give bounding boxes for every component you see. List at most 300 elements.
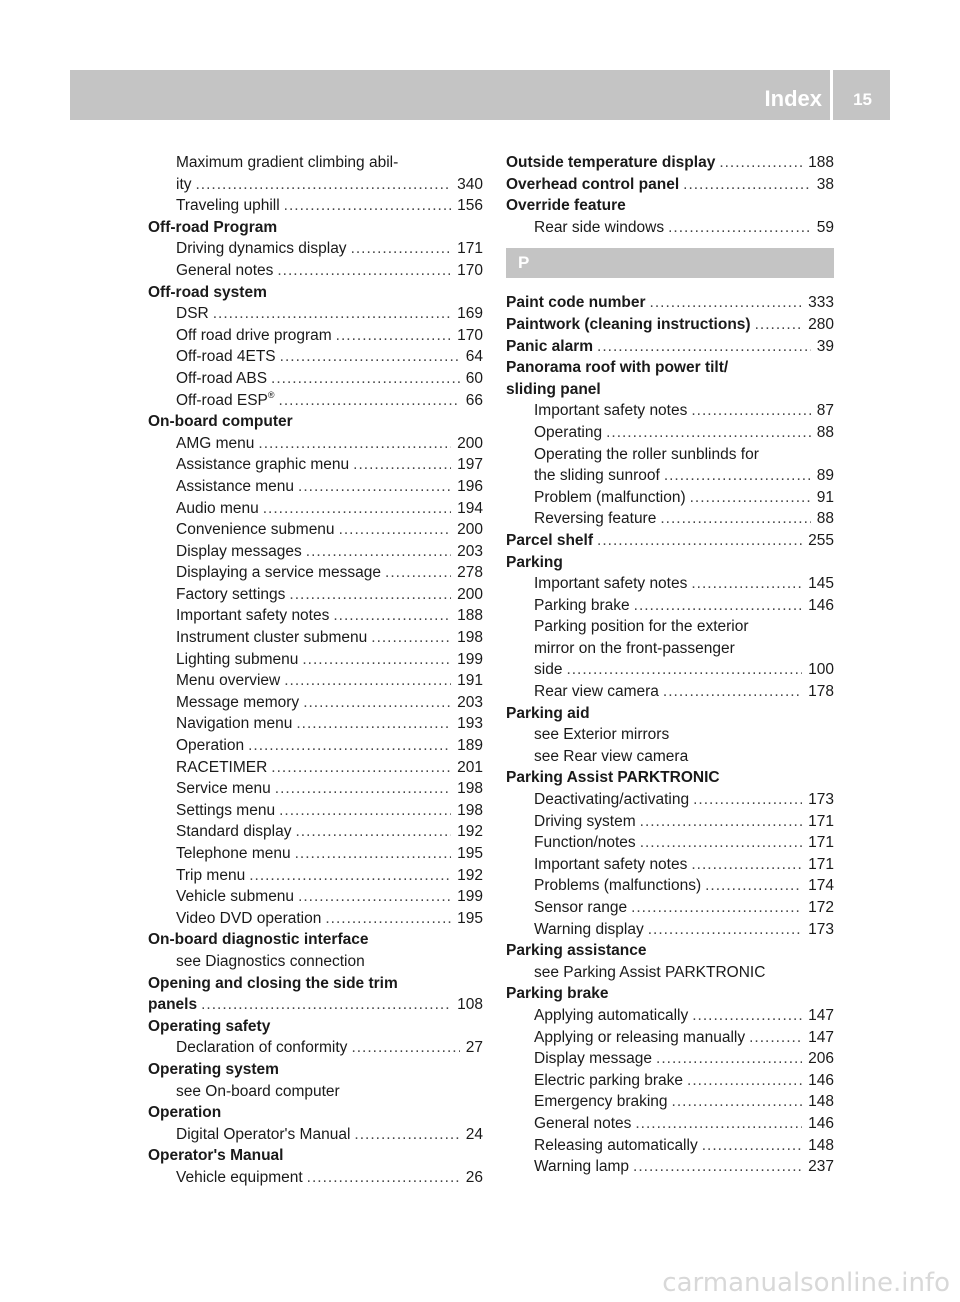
entry-text: General notes bbox=[176, 261, 274, 279]
page-ref[interactable]: 147 bbox=[808, 1006, 834, 1024]
page-ref[interactable]: 173 bbox=[808, 920, 834, 938]
dot-leader bbox=[295, 821, 451, 843]
index-entry[interactable] bbox=[148, 908, 483, 930]
dot-leader bbox=[385, 562, 451, 584]
index-entry[interactable] bbox=[506, 875, 834, 897]
page-ref[interactable]: 145 bbox=[808, 575, 834, 593]
page-ref[interactable]: 171 bbox=[808, 834, 834, 852]
entry-text: Parking Assist PARKTRONIC bbox=[506, 769, 720, 787]
index-heading bbox=[148, 1145, 483, 1167]
index-entry[interactable] bbox=[148, 519, 483, 541]
index-entry[interactable] bbox=[148, 174, 483, 196]
dot-leader bbox=[691, 854, 802, 876]
dot-leader bbox=[289, 584, 451, 606]
dot-leader bbox=[302, 649, 451, 671]
index-group-p bbox=[506, 292, 834, 1177]
entry-text: Telephone menu bbox=[176, 845, 291, 862]
index-heading bbox=[506, 379, 834, 401]
index-entry[interactable] bbox=[148, 713, 483, 735]
index-heading[interactable] bbox=[506, 292, 834, 314]
page-ref[interactable]: 280 bbox=[808, 315, 834, 333]
page-ref[interactable]: 148 bbox=[808, 1093, 834, 1111]
dot-leader bbox=[631, 897, 802, 919]
index-entry[interactable] bbox=[148, 778, 483, 800]
index-entry[interactable] bbox=[506, 919, 834, 941]
page-ref[interactable]: 188 bbox=[808, 154, 834, 171]
index-entry[interactable] bbox=[148, 605, 483, 627]
entry-text: Convenience submenu bbox=[176, 521, 335, 539]
dot-leader bbox=[275, 778, 451, 800]
index-entry[interactable] bbox=[148, 821, 483, 843]
page-ref[interactable]: 171 bbox=[457, 240, 483, 258]
index-heading[interactable] bbox=[506, 336, 834, 358]
page-ref[interactable]: 146 bbox=[808, 1071, 834, 1089]
index-entry[interactable] bbox=[148, 346, 483, 368]
entry-text: Trip menu bbox=[176, 866, 246, 884]
index-entry[interactable] bbox=[148, 692, 483, 714]
dot-leader bbox=[213, 303, 451, 325]
page-ref[interactable]: 169 bbox=[457, 305, 483, 323]
entry-text: Opening and closing the side trim bbox=[148, 974, 398, 992]
index-entry[interactable] bbox=[148, 476, 483, 498]
dot-leader bbox=[196, 174, 452, 196]
entry-text: Panorama roof with power tilt/ bbox=[506, 359, 729, 377]
index-entry[interactable] bbox=[148, 1037, 483, 1059]
dot-leader bbox=[336, 325, 451, 347]
index-entry[interactable] bbox=[506, 422, 834, 444]
entry-text: Override feature bbox=[506, 197, 626, 215]
page-ref[interactable]: 108 bbox=[457, 996, 483, 1014]
index-entry[interactable] bbox=[148, 670, 483, 692]
page-ref[interactable]: 100 bbox=[808, 661, 834, 679]
index-entry[interactable] bbox=[506, 811, 834, 833]
index-entry[interactable] bbox=[506, 1070, 834, 1092]
index-entry[interactable] bbox=[148, 454, 483, 476]
page-header bbox=[70, 70, 890, 120]
dot-leader bbox=[566, 659, 802, 681]
page-ref[interactable]: 147 bbox=[808, 1028, 834, 1046]
dot-leader bbox=[687, 1070, 802, 1092]
index-entry[interactable] bbox=[506, 1048, 834, 1070]
entry-text: Important safety notes bbox=[534, 575, 688, 593]
index-entry[interactable] bbox=[506, 1027, 834, 1049]
entry-text: Off-road system bbox=[148, 283, 267, 301]
page-ref[interactable]: 26 bbox=[465, 1168, 483, 1186]
page-ref[interactable]: 59 bbox=[816, 218, 834, 236]
entry-text: Panic alarm bbox=[506, 337, 594, 355]
index-entry[interactable] bbox=[148, 562, 483, 584]
entry-text: Outside temperature display bbox=[506, 154, 716, 171]
page-ref[interactable]: 237 bbox=[808, 1158, 834, 1176]
entry-text: Rear view camera bbox=[534, 683, 659, 701]
page-ref[interactable]: 174 bbox=[808, 877, 834, 895]
index-entry[interactable] bbox=[148, 238, 483, 260]
index-entry bbox=[506, 724, 834, 746]
page-ref[interactable]: 340 bbox=[457, 175, 483, 193]
page-ref[interactable]: 195 bbox=[457, 909, 483, 927]
dot-leader bbox=[279, 390, 460, 412]
entry-text: Parking bbox=[506, 553, 563, 571]
page-ref[interactable]: 200 bbox=[457, 434, 483, 452]
entry-text: Standard display bbox=[176, 823, 292, 841]
page-ref[interactable]: 189 bbox=[457, 737, 483, 755]
page-ref[interactable]: 148 bbox=[808, 1136, 834, 1154]
dot-leader bbox=[271, 368, 460, 390]
dot-leader bbox=[295, 843, 452, 865]
index-entry[interactable] bbox=[506, 1156, 834, 1178]
entry-text: Operating system bbox=[148, 1060, 279, 1078]
entry-text: Operating bbox=[534, 423, 603, 441]
index-entry[interactable] bbox=[506, 789, 834, 811]
index-entry[interactable] bbox=[506, 487, 834, 509]
page-ref[interactable]: 89 bbox=[816, 467, 834, 485]
index-heading bbox=[148, 411, 483, 433]
entry-text: Parking position for the exterior bbox=[534, 618, 749, 636]
dot-leader bbox=[284, 670, 451, 692]
index-column-left bbox=[148, 152, 483, 1189]
dot-leader bbox=[277, 260, 451, 282]
dot-leader bbox=[296, 713, 451, 735]
entry-text: see Rear view camera bbox=[534, 747, 689, 765]
page-ref[interactable]: 188 bbox=[457, 607, 483, 625]
index-entry[interactable] bbox=[148, 325, 483, 347]
entry-text: General notes bbox=[534, 1114, 632, 1132]
entry-text: Rear side windows bbox=[534, 218, 665, 236]
page-ref[interactable]: 195 bbox=[457, 845, 483, 862]
page-ref[interactable]: 38 bbox=[816, 175, 834, 193]
page-ref[interactable]: 198 bbox=[457, 801, 483, 819]
dot-leader bbox=[633, 1156, 802, 1178]
index-entry[interactable] bbox=[506, 595, 834, 617]
entry-text: Service menu bbox=[176, 780, 271, 798]
index-entry[interactable] bbox=[506, 1091, 834, 1113]
entry-text: Emergency braking bbox=[534, 1093, 668, 1111]
dot-leader bbox=[333, 605, 451, 627]
dot-leader bbox=[597, 530, 802, 552]
index-heading bbox=[148, 973, 483, 995]
entry-text: Paint code number bbox=[506, 294, 646, 312]
index-entry[interactable] bbox=[148, 865, 483, 887]
dot-leader bbox=[339, 519, 452, 541]
entry-text: Operation bbox=[176, 737, 245, 755]
index-heading[interactable] bbox=[506, 174, 834, 196]
index-entry[interactable] bbox=[148, 735, 483, 757]
page-ref[interactable]: 203 bbox=[457, 693, 483, 711]
page-ref[interactable]: 170 bbox=[457, 261, 483, 279]
entry-text: On-board computer bbox=[148, 413, 293, 431]
entry-text: Deactivating/activating bbox=[534, 791, 690, 809]
index-entry[interactable] bbox=[506, 897, 834, 919]
page-ref[interactable]: 27 bbox=[465, 1039, 483, 1057]
entry-text: Navigation menu bbox=[176, 715, 293, 733]
dot-leader bbox=[640, 811, 802, 833]
index-entry[interactable] bbox=[506, 659, 834, 681]
index-entry[interactable] bbox=[506, 217, 834, 239]
entry-text: Audio menu bbox=[176, 499, 259, 517]
page-ref[interactable]: 199 bbox=[457, 888, 483, 906]
dot-leader bbox=[668, 217, 811, 239]
entry-text: AMG menu bbox=[176, 434, 255, 452]
page-ref[interactable]: 171 bbox=[808, 855, 834, 873]
entry-text: Vehicle equipment bbox=[176, 1168, 303, 1186]
index-entry[interactable] bbox=[148, 368, 483, 390]
dot-leader bbox=[692, 1005, 802, 1027]
entry-text: see On-board computer bbox=[176, 1082, 340, 1100]
entry-text: Warning display bbox=[534, 920, 644, 938]
entry-text: Off-road ABS bbox=[176, 369, 268, 387]
page-ref[interactable]: 39 bbox=[816, 337, 834, 355]
index-entry[interactable] bbox=[506, 681, 834, 703]
dot-leader bbox=[351, 1037, 459, 1059]
dot-leader bbox=[648, 919, 802, 941]
index-entry[interactable] bbox=[148, 195, 483, 217]
page-ref[interactable]: 200 bbox=[457, 585, 483, 603]
index-entry[interactable] bbox=[148, 498, 483, 520]
entry-text: Factory settings bbox=[176, 585, 286, 603]
index-entry[interactable] bbox=[148, 800, 483, 822]
dot-leader bbox=[371, 627, 451, 649]
entry-text: the sliding sunroof bbox=[534, 467, 660, 485]
page-ref[interactable]: 172 bbox=[808, 899, 834, 916]
index-heading[interactable] bbox=[506, 314, 834, 336]
index-heading bbox=[506, 552, 834, 574]
dot-leader bbox=[749, 1027, 802, 1049]
index-entry bbox=[506, 616, 834, 638]
index-entry bbox=[506, 638, 834, 660]
page-ref[interactable]: 191 bbox=[457, 672, 483, 690]
entry-text: Paintwork (cleaning instructions) bbox=[506, 315, 751, 333]
page-ref[interactable]: 173 bbox=[808, 791, 834, 809]
dot-leader bbox=[672, 1091, 803, 1113]
page-ref[interactable]: 196 bbox=[457, 477, 483, 495]
index-entry[interactable] bbox=[506, 465, 834, 487]
entry-text: Digital Operator's Manual bbox=[176, 1125, 351, 1143]
index-heading bbox=[506, 703, 834, 725]
page-ref[interactable]: 197 bbox=[457, 456, 483, 474]
entry-text: Menu overview bbox=[176, 672, 281, 690]
page-ref[interactable]: 333 bbox=[808, 294, 834, 312]
entry-text: Assistance menu bbox=[176, 477, 295, 495]
index-entry[interactable] bbox=[506, 854, 834, 876]
index-heading bbox=[148, 217, 483, 239]
index-entry[interactable] bbox=[148, 584, 483, 606]
entry-text: Function/notes bbox=[534, 834, 636, 852]
index-group-o bbox=[506, 152, 834, 238]
entry-text: mirror on the front-passenger bbox=[534, 639, 735, 657]
page-ref[interactable]: 278 bbox=[457, 564, 483, 582]
page-ref[interactable]: 194 bbox=[457, 499, 483, 517]
index-heading[interactable] bbox=[506, 530, 834, 552]
entry-text: Assistance graphic menu bbox=[176, 456, 350, 474]
page-ref[interactable]: 199 bbox=[457, 650, 483, 668]
dot-leader bbox=[690, 487, 811, 509]
dot-leader bbox=[280, 346, 460, 368]
entry-text: Video DVD operation bbox=[176, 909, 322, 927]
page-number: 15 bbox=[853, 90, 872, 109]
dot-leader bbox=[279, 800, 451, 822]
index-heading bbox=[148, 1016, 483, 1038]
index-entry[interactable] bbox=[506, 573, 834, 595]
page-ref[interactable]: 206 bbox=[808, 1050, 834, 1068]
entry-text: Parking brake bbox=[534, 596, 630, 614]
index-entry[interactable] bbox=[506, 832, 834, 854]
index-entry[interactable] bbox=[148, 390, 483, 412]
entry-text: Declaration of conformity bbox=[176, 1039, 348, 1057]
entry-text: Operator's Manual bbox=[148, 1147, 284, 1165]
index-entry bbox=[506, 444, 834, 466]
index-entry[interactable] bbox=[506, 1005, 834, 1027]
index-entry bbox=[506, 962, 834, 984]
index-entry[interactable] bbox=[148, 757, 483, 779]
index-heading bbox=[148, 1102, 483, 1124]
entry-text: Operating the roller sunblinds for bbox=[534, 445, 759, 463]
entry-text: Important safety notes bbox=[534, 855, 688, 873]
dot-leader bbox=[298, 476, 451, 498]
entry-text: side bbox=[534, 661, 563, 679]
index-heading bbox=[148, 1059, 483, 1081]
section-letter-bar: P bbox=[506, 248, 834, 278]
dot-leader bbox=[307, 1167, 460, 1189]
page-ref[interactable]: 198 bbox=[457, 780, 483, 798]
dot-leader bbox=[249, 865, 451, 887]
entry-text: Sensor range bbox=[534, 899, 628, 916]
page-ref[interactable]: 60 bbox=[465, 369, 483, 387]
index-entry[interactable] bbox=[506, 1113, 834, 1135]
dot-leader bbox=[656, 1048, 802, 1070]
index-entry[interactable] bbox=[506, 1135, 834, 1157]
entry-text: Message memory bbox=[176, 693, 300, 711]
entry-text: Reversing feature bbox=[534, 510, 657, 528]
entry-text: Overhead control panel bbox=[506, 175, 680, 193]
page-ref[interactable]: 178 bbox=[808, 683, 834, 701]
page-ref[interactable]: 24 bbox=[465, 1125, 483, 1143]
entry-text: Displaying a service message bbox=[176, 564, 382, 582]
entry-text: Off-road 4ETS bbox=[176, 348, 276, 366]
entry-text: Driving system bbox=[534, 812, 636, 830]
page-ref[interactable]: 66 bbox=[465, 391, 483, 409]
page-ref[interactable]: 87 bbox=[816, 402, 834, 420]
index-heading[interactable] bbox=[148, 994, 483, 1016]
page-ref[interactable]: 170 bbox=[457, 326, 483, 344]
entry-text: see Diagnostics connection bbox=[176, 952, 365, 970]
entry-text: RACETIMER bbox=[176, 758, 268, 776]
dot-leader bbox=[635, 1113, 802, 1135]
page-ref[interactable]: 198 bbox=[457, 629, 483, 647]
dot-leader bbox=[248, 735, 451, 757]
page-ref[interactable]: 255 bbox=[808, 531, 834, 549]
entry-text: Applying automatically bbox=[534, 1006, 689, 1024]
entry-text: Settings menu bbox=[176, 801, 276, 819]
index-entry[interactable] bbox=[506, 508, 834, 530]
dot-leader bbox=[634, 595, 802, 617]
entry-text: see Exterior mirrors bbox=[534, 726, 670, 744]
index-heading bbox=[506, 357, 834, 379]
dot-leader bbox=[606, 422, 811, 444]
index-entry bbox=[148, 1081, 483, 1103]
page-ref[interactable]: 192 bbox=[457, 823, 483, 841]
dot-leader bbox=[691, 573, 802, 595]
index-heading bbox=[506, 983, 834, 1005]
index-heading bbox=[506, 195, 834, 217]
index-entry[interactable] bbox=[148, 1124, 483, 1146]
page-ref[interactable]: 201 bbox=[457, 758, 483, 776]
entry-text: Maximum gradient climbing abil- bbox=[176, 154, 399, 171]
page-ref[interactable]: 171 bbox=[808, 812, 834, 830]
dot-leader bbox=[755, 314, 803, 336]
index-entry[interactable] bbox=[148, 303, 483, 325]
entry-text: Parcel shelf bbox=[506, 531, 594, 549]
entry-text: Instrument cluster submenu bbox=[176, 629, 368, 647]
page-ref[interactable]: 64 bbox=[465, 348, 483, 366]
entry-text: Vehicle submenu bbox=[176, 888, 295, 906]
page-ref[interactable]: 203 bbox=[457, 542, 483, 560]
page-ref[interactable]: 146 bbox=[808, 596, 834, 614]
index-heading bbox=[148, 929, 483, 951]
page-title: Index bbox=[764, 86, 822, 111]
watermark: carmanualsonline.info bbox=[662, 1268, 950, 1298]
index-entry[interactable] bbox=[148, 649, 483, 671]
entry-text: Problem (malfunction) bbox=[534, 488, 686, 506]
dot-leader bbox=[597, 336, 811, 358]
page-ref[interactable]: 200 bbox=[457, 521, 483, 539]
index-entry[interactable] bbox=[148, 627, 483, 649]
entry-text: see Parking Assist PARKTRONIC bbox=[534, 963, 766, 981]
page-ref[interactable]: 91 bbox=[816, 488, 834, 506]
index-entry[interactable] bbox=[148, 1167, 483, 1189]
dot-leader bbox=[263, 498, 451, 520]
dot-leader bbox=[702, 1135, 802, 1157]
dot-leader bbox=[650, 292, 803, 314]
index-entry[interactable] bbox=[148, 843, 483, 865]
page-ref[interactable]: 146 bbox=[808, 1114, 834, 1132]
page-ref[interactable]: 88 bbox=[816, 423, 834, 441]
entry-text: Operating safety bbox=[148, 1017, 271, 1035]
index-column-right bbox=[506, 152, 834, 1178]
index-entry[interactable] bbox=[148, 260, 483, 282]
index-entry[interactable] bbox=[148, 886, 483, 908]
entry-text: Parking aid bbox=[506, 704, 590, 722]
entry-text: ity bbox=[176, 175, 192, 193]
entry-text: Driving dynamics display bbox=[176, 240, 347, 258]
index-heading bbox=[506, 940, 834, 962]
page-ref[interactable]: 193 bbox=[457, 715, 483, 733]
index-entry[interactable] bbox=[506, 400, 834, 422]
dot-leader bbox=[306, 541, 451, 563]
page-ref[interactable]: 192 bbox=[457, 866, 483, 884]
index-entry[interactable] bbox=[148, 433, 483, 455]
dot-leader bbox=[663, 681, 802, 703]
entry-text: On-board diagnostic interface bbox=[148, 931, 369, 949]
registered-mark: ® bbox=[267, 389, 275, 400]
index-entry bbox=[148, 152, 483, 174]
index-entry[interactable] bbox=[148, 541, 483, 563]
dot-leader bbox=[353, 454, 451, 476]
entry-text: Display message bbox=[534, 1050, 653, 1068]
page-ref[interactable]: 88 bbox=[816, 510, 834, 528]
dot-leader bbox=[351, 238, 452, 260]
dot-leader bbox=[298, 886, 451, 908]
entry-text: Off-road Program bbox=[148, 218, 278, 236]
dot-leader bbox=[325, 908, 451, 930]
entry-text: Electric parking brake bbox=[534, 1071, 684, 1089]
index-heading bbox=[148, 282, 483, 304]
dot-leader bbox=[693, 789, 802, 811]
index-heading[interactable] bbox=[506, 152, 834, 174]
dot-leader bbox=[660, 508, 810, 530]
dot-leader bbox=[664, 465, 811, 487]
dot-leader bbox=[258, 433, 451, 455]
page-ref[interactable]: 156 bbox=[457, 197, 483, 215]
